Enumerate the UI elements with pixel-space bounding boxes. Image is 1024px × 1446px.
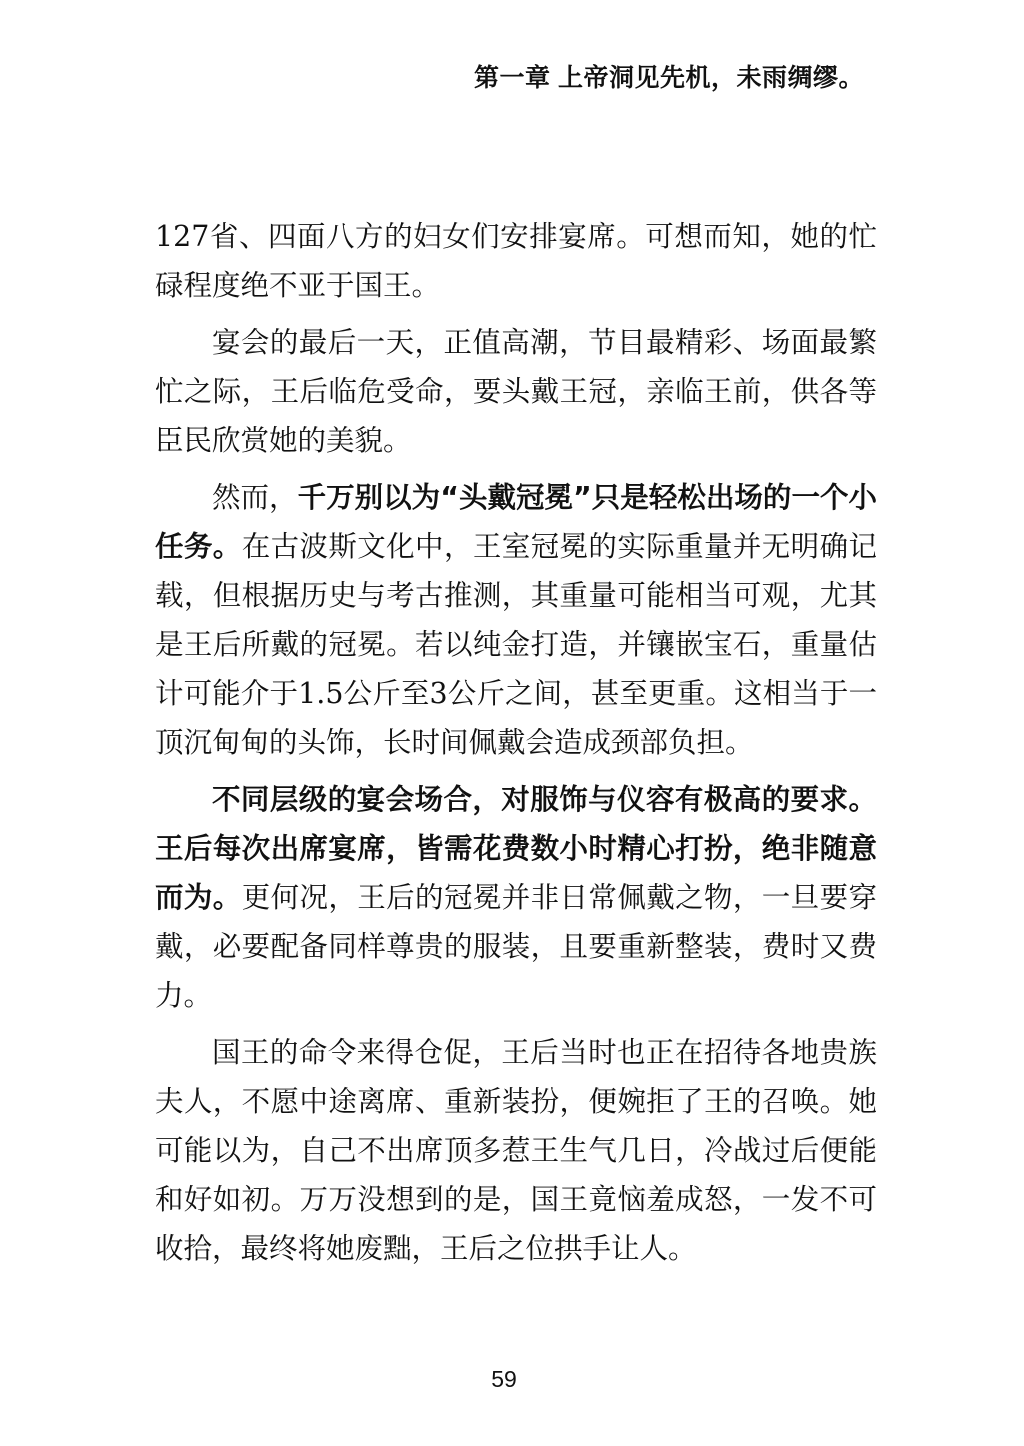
paragraph-text: 国王的命令来得仓促，王后当时也正在招待各地贵族夫人，不愿中途离席、重新装扮，便婉拒了王的召唤。她可能以为，自己不出席顶多惹王生气几日，冷战过后便能和好如初。万万没想到的是，国王竟恼羞成怒，一发不可收拾，最终将她废黜，王后之位拱手让人。 xyxy=(155,1036,877,1265)
running-header xyxy=(474,58,864,94)
paragraph xyxy=(155,1028,877,1273)
chapter-title: 第一章 上帝洞见先机，未雨绸缪。 xyxy=(474,64,864,92)
page-number-text: 59 xyxy=(491,1366,517,1392)
body-text xyxy=(155,212,877,1281)
paragraph-text: 更何况，王后的冠冕并非日常佩戴之物，一旦要穿戴，必要配备同样尊贵的服装，且要重新整装，费时又费力。 xyxy=(155,881,877,1012)
paragraph-text: 然而， xyxy=(212,481,298,514)
page-number xyxy=(0,1366,1008,1393)
paragraph-text: 在古波斯文化中，王室冠冕的实际重量并无明确记载，但根据历史与考古推测，其重量可能相当可观，尤其是王后所戴的冠冕。若以纯金打造，并镶嵌宝石，重量估计可能介于1.5公斤至3公斤之间，甚至更重。这相当于一顶沉甸甸的头饰，长时间佩戴会造成颈部负担。 xyxy=(155,530,877,759)
paragraph xyxy=(155,473,877,767)
paragraph-text: 宴会的最后一天，正值高潮，节目最精彩、场面最繁忙之际，王后临危受命，要头戴王冠，亲临王前，供各等臣民欣赏她的美貌。 xyxy=(155,326,877,457)
bold-text: 千万别以为“头戴冠冕”只是轻松出场的一个小任务。 xyxy=(155,481,877,563)
paragraph-text: 127省、四面八方的妇女们安排宴席。可想而知，她的忙碌程度绝不亚于国王。 xyxy=(155,220,877,302)
paragraph xyxy=(155,318,877,465)
bold-text: 不同层级的宴会场合，对服饰与仪容有极高的要求。王后每次出席宴席，皆需花费数小时精心打扮，绝非随意而为。 xyxy=(155,783,877,914)
paragraph xyxy=(155,775,877,1020)
paragraph xyxy=(155,212,877,310)
